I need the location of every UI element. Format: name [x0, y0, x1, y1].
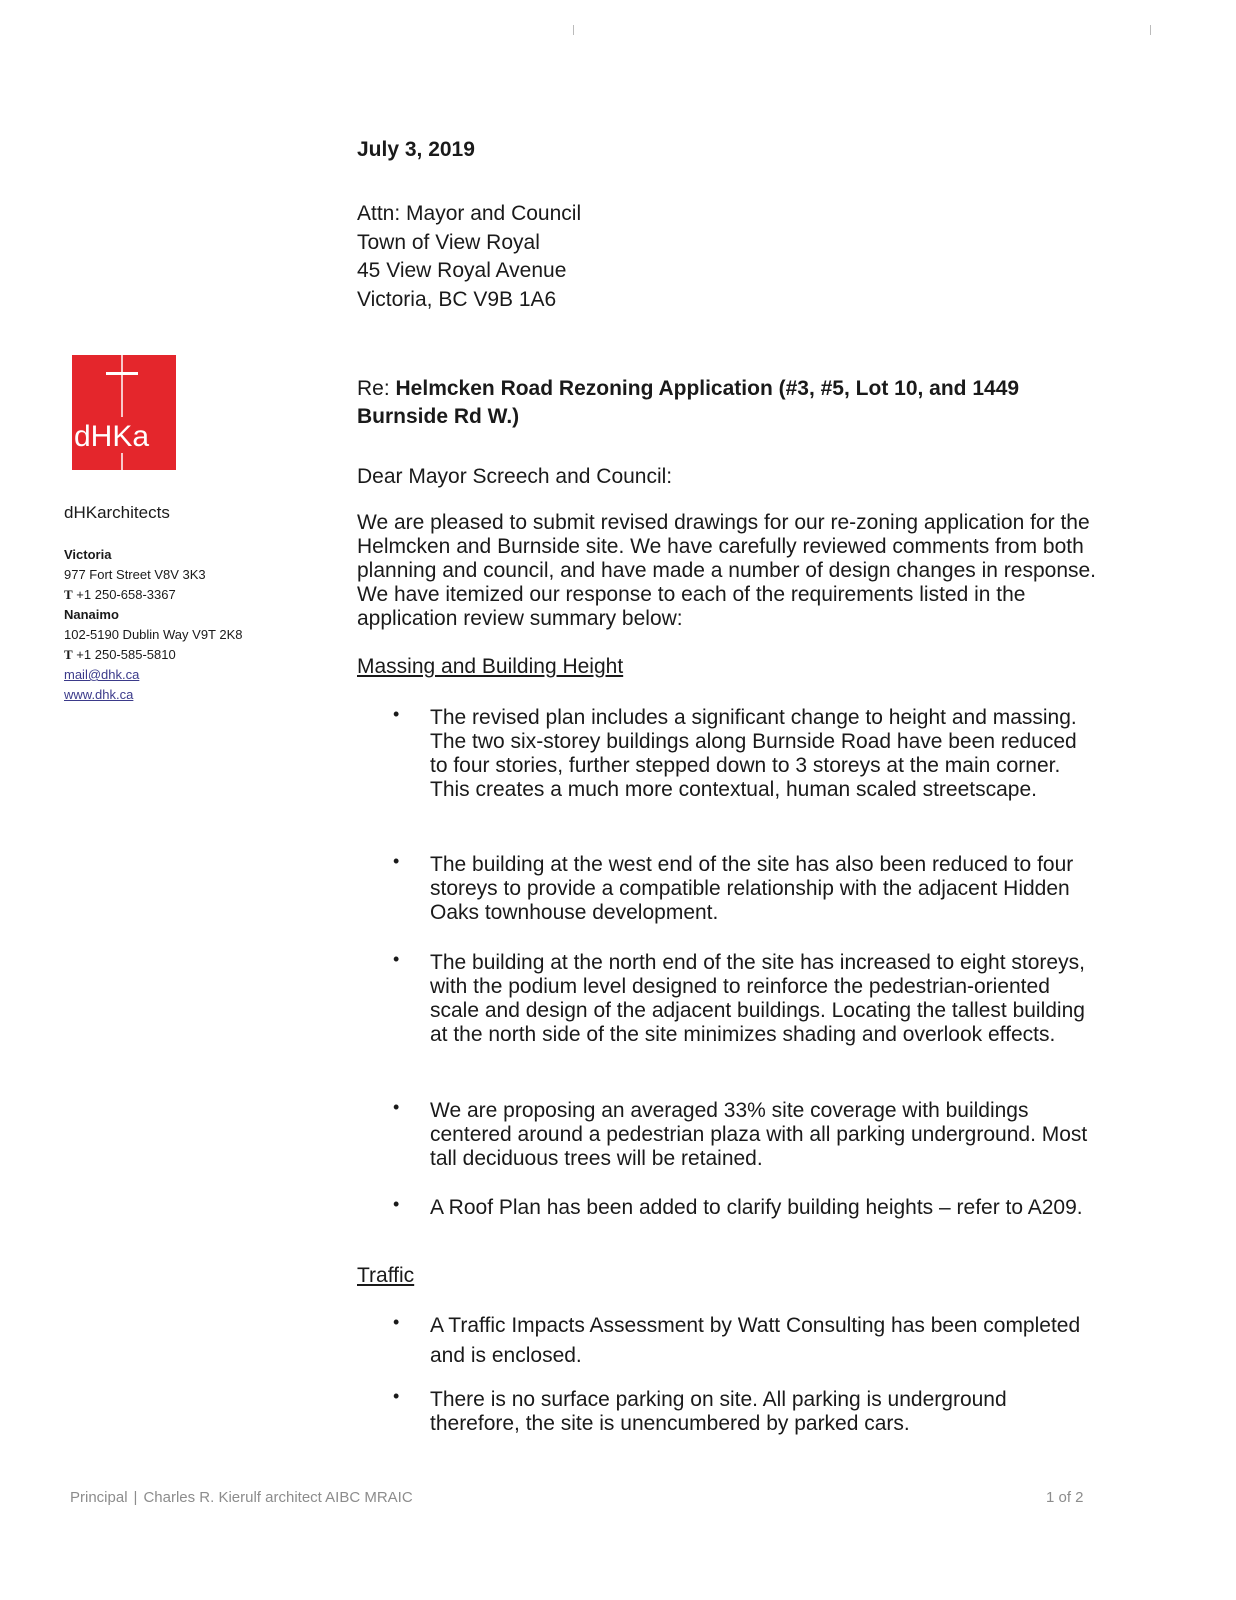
address-line: 45 View Royal Avenue — [357, 259, 567, 282]
office-city: Nanaimo — [64, 607, 119, 622]
firm-name: dHKarchitects — [64, 503, 170, 522]
bullet-item: • A Roof Plan has been added to clarify building heights – refer to A209. — [430, 1196, 1090, 1220]
letter-date: July 3, 2019 — [357, 138, 475, 161]
email-link[interactable]: mail@dhk.ca — [64, 667, 140, 682]
bullet-item: • The building at the west end of the site has also been reduced to four storeys to provide a compatible relationship with the adjacent Hidden Oaks townhouse development. — [430, 853, 1090, 925]
intro-paragraph: We are pleased to submit revised drawings for our re-zoning application for the Helmcken and Burnside site. We have carefully reviewed comments from both planning and council, and have made a number of design changes in response. We have itemized our response to each of the requirements listed in the application review summary below: — [357, 511, 1097, 630]
contact-links — [64, 665, 139, 705]
footer-name: Charles R. Kierulf architect AIBC MRAIC — [143, 1489, 413, 1506]
section-heading-massing: Massing and Building Height — [357, 655, 624, 678]
page-number: 1 of 2 — [1046, 1489, 1084, 1506]
firm-logo — [72, 355, 176, 470]
website-link[interactable]: www.dhk.ca — [64, 687, 134, 702]
subject-line — [357, 375, 1077, 431]
bullet-item: • There is no surface parking on site. All parking is underground therefore, the site is unencumbered by parked cars. — [430, 1388, 1090, 1436]
salutation: Dear Mayor Screech and Council: — [357, 465, 673, 488]
recipient-address — [357, 200, 581, 314]
office-nanaimo — [64, 605, 243, 665]
footer-separator: | — [133, 1489, 138, 1506]
address-line: Attn: Mayor and Council — [357, 202, 582, 225]
footer-signature — [70, 1489, 413, 1506]
address-line: Victoria, BC V9B 1A6 — [357, 287, 557, 311]
scan-mark — [1150, 25, 1151, 35]
bullet-item: • We are proposing an averaged 33% site coverage with buildings centered around a pedestrian plaza with all parking underground. Most tall deciduous trees will be retained. — [430, 1099, 1090, 1171]
bullet-item: • The building at the north end of the site has increased to eight storeys, with the podium level designed to reinforce the pedestrian-oriented scale and design of the adjacent buildings. Locating the tallest building at the north side of the site minimizes shading and overlook effects. — [430, 951, 1090, 1047]
address-line: Town of View Royal — [357, 230, 540, 254]
footer-role: Principal — [70, 1489, 128, 1506]
office-street: 977 Fort Street V8V 3K3 — [64, 567, 206, 582]
office-victoria — [64, 545, 206, 605]
office-phone: T +1 250-658-3367 — [64, 587, 176, 602]
bullet-item: • A Traffic Impacts Assessment by Watt Consulting has been completed and is enclosed. — [430, 1311, 1090, 1371]
scan-mark — [573, 25, 574, 35]
logo-mark-icon — [72, 355, 176, 470]
section-heading-traffic: Traffic — [357, 1264, 415, 1287]
re-prefix: Re: — [357, 377, 396, 400]
office-street: 102-5190 Dublin Way V9T 2K8 — [64, 627, 243, 642]
office-phone: T +1 250-585-5810 — [64, 647, 176, 662]
logo-text: dHKa — [74, 420, 150, 453]
bullet-item: • The revised plan includes a significant change to height and massing. The two six-storey buildings along Burnside Road have been reduced to four stories, further stepped down to 3 storeys at the main corner. This creates a much more contextual, human scaled streetscape. — [430, 706, 1090, 802]
re-subject: Helmcken Road Rezoning Application (#3, #5, Lot 10, and 1449 Burnside Rd W.) — [357, 377, 1020, 428]
office-city: Victoria — [64, 547, 112, 562]
